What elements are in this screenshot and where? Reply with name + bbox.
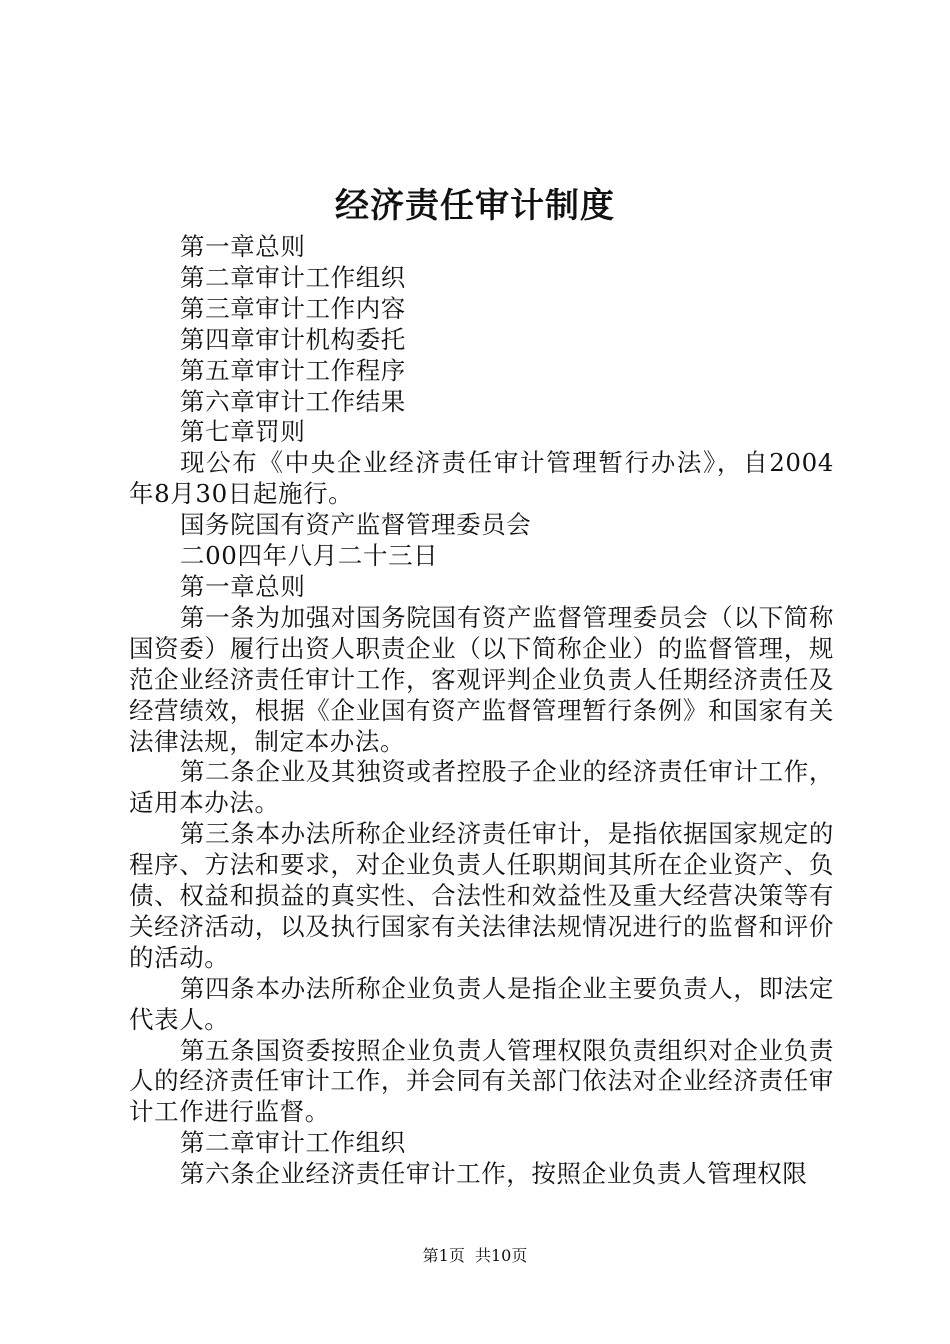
- paragraph-toc-4: 第四章审计机构委托: [180, 324, 406, 354]
- paragraph-toc-2: 第二章审计工作组织: [180, 262, 406, 292]
- paragraph-chapter-heading: 第二章审计工作组织: [180, 1128, 406, 1158]
- document-body: [129, 232, 834, 1190]
- paragraph-article-4: 第四条本办法所称企业负责人是指企业主要负责人，即法定代表人。: [129, 973, 834, 1034]
- page-footer: [0, 1244, 950, 1268]
- paragraph-issuer: 国务院国有资产监督管理委员会: [180, 510, 532, 540]
- paragraph-article-6: 第六条企业经济责任审计工作，按照企业负责人管理权限: [180, 1159, 808, 1189]
- paragraph-toc-6: 第六章审计工作结果: [180, 386, 406, 416]
- page-number-label: 第1页 共10页: [422, 1246, 528, 1265]
- paragraph-toc-1: 第一章总则: [180, 232, 306, 261]
- paragraph-announcement: 现公布《中央企业经济责任审计管理暂行办法》，自2004年8月30日起施行。: [129, 448, 834, 509]
- paragraph-article-3: 第三条本办法所称企业经济责任审计，是指依据国家规定的程序、方法和要求，对企业负责人任职期间其所在企业资产、负债、权益和损益的真实性、合法性和效益性及重大经营决策等有关经济活动，以及执行国家有关法律法规情况进行的监督和评价的活动。: [129, 819, 834, 972]
- paragraph-toc-7: 第七章罚则: [180, 417, 306, 447]
- document-title: 经济责任审计制度: [335, 186, 615, 226]
- paragraph-toc-5: 第五章审计工作程序: [180, 355, 406, 385]
- paragraph-chapter-heading: 第一章总则: [180, 571, 306, 601]
- paragraph-article-5: 第五条国资委按照企业负责人管理权限负责组织对企业负责人的经济责任审计工作，并会同有关部门依法对企业经济责任审计工作进行监督。: [129, 1035, 834, 1127]
- paragraph-date: 二00四年八月二十三日: [180, 541, 439, 571]
- paragraph-article-1: 第一条为加强对国务院国有资产监督管理委员会（以下简称国资委）履行出资人职责企业（以下简称企业）的监督管理，规范企业经济责任审计工作，客观评判企业负责人任期经济责任及经营绩效，根据《企业国有资产监督管理暂行条例》和国家有关法律法规，制定本办法。: [129, 602, 834, 756]
- paragraph-article-2: 第二条企业及其独资或者控股子企业的经济责任审计工作，适用本办法。: [129, 757, 834, 818]
- paragraph-toc-3: 第三章审计工作内容: [180, 293, 406, 323]
